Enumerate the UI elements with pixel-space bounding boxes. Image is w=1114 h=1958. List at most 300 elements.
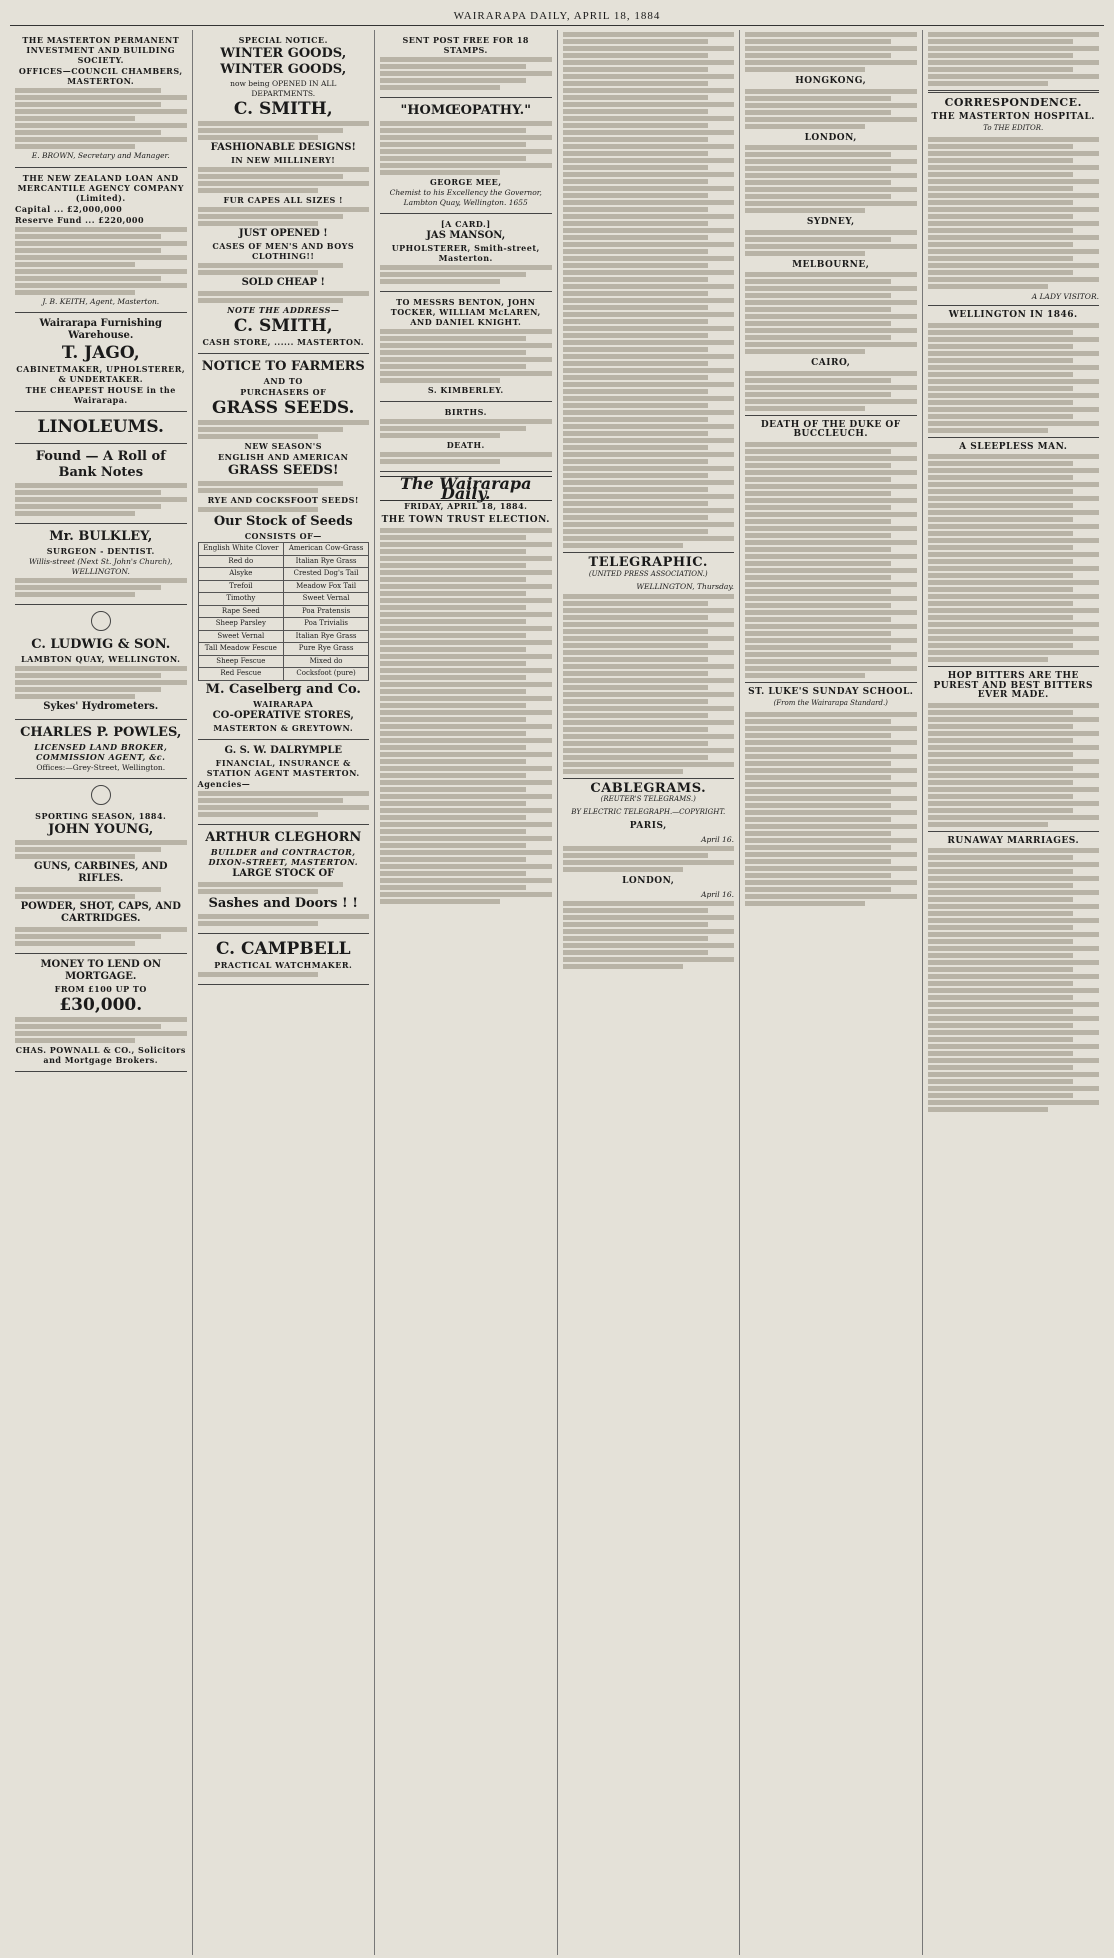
text-block (563, 622, 735, 627)
text-block (563, 347, 709, 352)
text-block (928, 643, 1074, 648)
text-block (928, 1037, 1074, 1042)
text-block (928, 815, 1100, 820)
text-block (928, 1016, 1100, 1021)
text-block (563, 417, 709, 422)
text-block (563, 46, 735, 51)
text-block (928, 918, 1100, 923)
text-block (928, 657, 1048, 662)
text-block (745, 470, 917, 475)
text-block (745, 754, 917, 759)
text-block (563, 650, 735, 655)
text-block (198, 174, 344, 179)
text-block (745, 817, 891, 822)
ad-campbell (198, 934, 370, 985)
text-block (380, 843, 526, 848)
text-block (563, 601, 709, 606)
text-block (563, 396, 735, 401)
paper-title: The Wairarapa Daily. (380, 476, 552, 501)
ad-address: Willis-street (Next St. John's Church), WELLINGTON. (28, 557, 173, 576)
text-block (563, 438, 735, 443)
ad-address: CASH STORE, ...... MASTERTON. (202, 337, 365, 347)
ad-rye: RYE AND COCKSFOOT SEEDS! (207, 495, 359, 505)
text-block (563, 410, 735, 415)
text-block (928, 330, 1074, 335)
text-block (563, 957, 735, 962)
text-block (563, 615, 709, 620)
text-block (928, 81, 1048, 86)
text-block (928, 1072, 1100, 1077)
text-block (15, 497, 187, 502)
text-block (928, 277, 1100, 282)
text-block (745, 740, 917, 745)
ad-title: THE NEW ZEALAND LOAN AND MERCANTILE AGENCY COMPANY (Limited). (17, 172, 184, 203)
column-6 (923, 30, 1105, 1955)
text-block (745, 477, 891, 482)
text-block (745, 272, 917, 277)
text-block (563, 536, 735, 541)
text-block (928, 228, 1074, 233)
article-sleepless-man (928, 443, 1100, 663)
text-block (928, 724, 1074, 729)
ad-coop: CO-OPERATIVE STORES, (212, 709, 354, 721)
text-block (928, 1023, 1074, 1028)
text-block (380, 710, 552, 715)
ad-guns: GUNS, CARBINES, AND RIFLES. (33, 860, 168, 884)
text-block (745, 385, 917, 390)
text-block (198, 488, 318, 493)
dateline-london: LONDON, (622, 876, 675, 886)
text-block (928, 344, 1074, 349)
text-block (15, 123, 187, 128)
text-block (563, 445, 709, 450)
text-block (563, 692, 735, 697)
ad-trade: FINANCIAL, INSURANCE & STATION AGENT MASTERTON. (206, 757, 360, 778)
text-block (380, 780, 552, 785)
text-block (745, 712, 917, 717)
ad-address: LAMBTON QUAY, WELLINGTON. (21, 653, 181, 664)
text-block (928, 393, 1100, 398)
text-block (563, 123, 709, 128)
text-block (928, 1009, 1074, 1014)
text-block (745, 392, 891, 397)
text-block (563, 741, 709, 746)
ad-c-smith (198, 30, 370, 354)
text-block (15, 88, 161, 93)
text-block (745, 335, 891, 340)
text-block (15, 241, 187, 246)
text-block (563, 901, 735, 906)
text-block (380, 433, 500, 438)
text-block (928, 932, 1100, 937)
seed-cell: Sweet Vernal (198, 630, 284, 643)
article-title: ST. LUKE'S SUNDAY SCHOOL. (748, 686, 914, 697)
text-block (380, 591, 526, 596)
text-block (745, 46, 917, 51)
text-block (380, 773, 526, 778)
text-block (380, 142, 526, 147)
text-block (563, 459, 709, 464)
text-block (745, 251, 865, 256)
text-block (563, 39, 709, 44)
text-block (198, 291, 370, 296)
ad-fashion: FASHIONABLE DESIGNS! (210, 142, 356, 153)
ad-sold: SOLD CHEAP ! (241, 277, 325, 288)
text-block (198, 481, 344, 486)
seed-cell: Trefoil (198, 580, 284, 593)
article-cablegrams (563, 780, 735, 970)
article-title: CORRESPONDENCE. (944, 96, 1082, 109)
text-block (380, 626, 552, 631)
text-block (745, 491, 891, 496)
ad-millinery: IN NEW MILLINERY! (231, 155, 336, 165)
text-block (380, 794, 552, 799)
text-block (563, 501, 709, 506)
ad-signature: GEORGE MEE, (429, 177, 502, 187)
text-block (15, 854, 135, 859)
text-block (928, 482, 1100, 487)
columns (10, 30, 1104, 1955)
text-block (563, 144, 735, 149)
text-block (563, 508, 735, 513)
ad-trade: SURGEON - DENTIST. (46, 546, 155, 556)
text-block (198, 298, 344, 303)
column-4 (558, 30, 741, 1955)
text-block (563, 242, 735, 247)
ad-linoleums (15, 412, 187, 444)
text-block (928, 925, 1074, 930)
seed-cell: Mixed do (284, 655, 369, 668)
article-title: DEATH OF THE DUKE OF BUCCLEUCH. (760, 419, 901, 439)
ad-name: T. JAGO, (61, 343, 140, 363)
text-block (563, 333, 709, 338)
text-block (928, 1044, 1100, 1049)
text-block (928, 911, 1074, 916)
text-block (380, 135, 552, 140)
ad-building-society (15, 30, 187, 168)
text-block (745, 505, 891, 510)
text-block (745, 775, 891, 780)
text-block (380, 612, 552, 617)
text-block (745, 307, 891, 312)
column-2 (193, 30, 376, 1955)
text-block (928, 745, 1100, 750)
text-block (380, 542, 552, 547)
text-block (380, 459, 500, 464)
text-block (928, 489, 1074, 494)
ad-name: JOHN YOUNG, (48, 821, 154, 837)
article-title: CABLEGRAMS. (590, 780, 707, 796)
ad-and: AND TO (263, 376, 303, 386)
text-block (928, 974, 1100, 979)
text-block (928, 594, 1100, 599)
text-block (745, 789, 891, 794)
seed-row (198, 605, 369, 618)
text-block (928, 967, 1074, 972)
text-block (928, 137, 1100, 142)
seed-cell: Red do (198, 555, 284, 568)
text-block (928, 468, 1100, 473)
text-block (928, 946, 1100, 951)
article-signature: A LADY VISITOR. (1031, 291, 1099, 301)
text-block (745, 761, 891, 766)
ad-trade: BUILDER and CONTRACTOR, DIXON-STREET, MASTERTON. (208, 846, 358, 867)
text-block (15, 687, 161, 692)
text-block (928, 1058, 1100, 1063)
text-block (563, 193, 709, 198)
dateline-london: LONDON, (804, 132, 857, 143)
seed-row (198, 568, 369, 581)
text-block (563, 424, 735, 429)
text-block (745, 406, 865, 411)
text-block (928, 379, 1100, 384)
text-block (928, 200, 1074, 205)
text-block (745, 540, 917, 545)
text-block (928, 221, 1100, 226)
dateline-melbourne: MELBOURNE, (792, 259, 870, 270)
text-block (745, 371, 917, 376)
text-block (15, 673, 161, 678)
text-block (380, 163, 552, 168)
ad-office: OFFICES—COUNCIL CHAMBERS, MASTERTON. (18, 66, 183, 86)
seed-cell: English White Clover (198, 543, 284, 556)
text-block (928, 284, 1048, 289)
text-block (928, 1100, 1100, 1105)
ad-name: G. S. W. DALRYMPLE (224, 744, 342, 756)
text-block (928, 981, 1074, 986)
text-block (928, 608, 1100, 613)
text-block (745, 449, 891, 454)
text-block (198, 263, 344, 268)
text-block (15, 1038, 135, 1043)
text-block (380, 619, 526, 624)
text-block (380, 64, 526, 69)
article-title: TELEGRAPHIC. (588, 555, 708, 570)
text-block (928, 179, 1100, 184)
text-block (380, 378, 500, 383)
text-block (745, 237, 891, 242)
text-block (563, 270, 735, 275)
text-block (380, 549, 526, 554)
seed-cell: Poa Pratensis (284, 605, 369, 618)
text-block (745, 824, 917, 829)
text-block (745, 652, 917, 657)
article-sub: (REUTER'S TELEGRAMS.) (600, 795, 696, 803)
text-block (380, 689, 526, 694)
ad-title: THE MASTERTON PERMANENT INVESTMENT AND BUILDING SOCIETY. (22, 35, 180, 65)
text-block (928, 939, 1074, 944)
text-block (745, 873, 891, 878)
text-block (380, 661, 526, 666)
text-block (928, 365, 1100, 370)
text-block (380, 128, 526, 133)
text-block (380, 864, 552, 869)
text-block (928, 766, 1074, 771)
text-block (198, 214, 344, 219)
ad-sashes: Sashes and Doors ! ! (208, 895, 358, 911)
ad-signature: S. KIMBERLEY. (427, 385, 504, 395)
ad-found-notes (15, 444, 187, 524)
text-block (745, 159, 917, 164)
text-block (928, 531, 1074, 536)
ad-name: C. CAMPBELL (215, 938, 351, 959)
text-block (563, 291, 709, 296)
ad-cleghorn (198, 825, 370, 934)
text-block (380, 85, 500, 90)
article-telegraphic (563, 555, 735, 774)
text-block (928, 461, 1074, 466)
ad-title: NOTICE TO FARMERS (201, 359, 365, 374)
text-block (928, 1030, 1100, 1035)
text-block (745, 554, 917, 559)
text-block (745, 180, 891, 185)
seed-cell: Rape Seed (198, 605, 284, 618)
article-st-lukes (745, 688, 917, 906)
text-block (15, 592, 135, 597)
text-block (563, 643, 709, 648)
ad-powder: POWDER, SHOT, CAPS, AND CARTRIDGES. (20, 900, 181, 924)
text-block (745, 67, 865, 72)
text-block (380, 829, 526, 834)
ad-purchasers: PURCHASERS OF (240, 387, 327, 397)
text-block (198, 972, 318, 977)
article-town-trust (380, 516, 552, 904)
ad-large: LARGE STOCK OF (232, 867, 335, 879)
text-block (15, 887, 161, 892)
ad-head: WINTER GOODS, WINTER GOODS, (220, 46, 347, 77)
text-block (15, 283, 187, 288)
text-block (928, 780, 1074, 785)
text-block (15, 227, 187, 232)
ad-title: LINOLEUMS. (37, 417, 164, 437)
ad-coop-address: MASTERTON & GREYTOWN. (213, 722, 354, 733)
text-block (198, 188, 318, 193)
seed-cell: Red Fescue (198, 668, 284, 681)
text-block (745, 617, 891, 622)
text-block (928, 428, 1048, 433)
ad-head: [A CARD.] (440, 219, 491, 229)
text-block (745, 901, 865, 906)
article-title: A SLEEPLESS MAN. (959, 441, 1068, 452)
text-block (928, 566, 1100, 571)
text-block (15, 1017, 187, 1022)
ad-reserve: Reserve Fund ... £220,000 (15, 214, 145, 225)
article-dateline: WELLINGTON, Thursday. (636, 582, 734, 591)
text-block (15, 666, 187, 671)
text-block (928, 897, 1074, 902)
text-block (563, 636, 735, 641)
text-block (745, 110, 891, 115)
column-1 (10, 30, 193, 1955)
ad-opened: JUST OPENED ! (238, 228, 328, 239)
text-block (15, 840, 187, 845)
text-block (198, 914, 370, 919)
text-block (745, 666, 917, 671)
text-block (928, 372, 1074, 377)
text-block (928, 407, 1100, 412)
text-block (928, 421, 1100, 426)
text-block (928, 822, 1048, 827)
seed-row (198, 630, 369, 643)
text-block (380, 598, 552, 603)
text-block (928, 904, 1100, 909)
text-block (15, 234, 161, 239)
text-block (563, 158, 735, 163)
text-block (745, 803, 891, 808)
text-block (928, 74, 1100, 79)
text-block (563, 200, 735, 205)
paper-masthead (380, 476, 552, 511)
text-block (380, 426, 526, 431)
ad-amount: £30,000. (59, 994, 143, 1015)
ad-address: Offices:—Grey-Street, Wellington. (36, 762, 166, 772)
text-block (928, 883, 1074, 888)
text-block (563, 685, 709, 690)
text-block (198, 427, 344, 432)
text-block (563, 382, 735, 387)
divider (928, 305, 1100, 306)
text-block (563, 915, 735, 920)
text-block (928, 738, 1074, 743)
ad-nz-loan-company (15, 168, 187, 314)
ad-english: ENGLISH AND AMERICAN (218, 452, 349, 462)
text-block (928, 794, 1074, 799)
seed-cell: Pure Rye Grass (284, 643, 369, 656)
emblem-icon (91, 611, 111, 631)
text-block (15, 262, 135, 267)
text-block (563, 629, 709, 634)
divider (563, 778, 735, 779)
text-block (745, 230, 917, 235)
text-block (563, 305, 709, 310)
paper-date: FRIDAY, APRIL 18, 1884. (404, 501, 528, 511)
seed-cell: Sweet Vernal (284, 593, 369, 606)
seed-cell: Cocksfoot (pure) (284, 668, 369, 681)
text-block (563, 67, 709, 72)
seed-cell: Crested Dog's Tail (284, 568, 369, 581)
text-block (745, 831, 891, 836)
text-block (563, 298, 735, 303)
text-block (745, 610, 917, 615)
text-block (928, 848, 1100, 853)
text-block (380, 815, 526, 820)
text-block (928, 787, 1100, 792)
text-block (563, 277, 709, 282)
text-block (563, 74, 735, 79)
text-block (15, 483, 187, 488)
text-block (745, 782, 917, 787)
text-block (563, 284, 735, 289)
text-block (563, 312, 735, 317)
text-block (563, 389, 709, 394)
text-block (563, 929, 735, 934)
text-block (15, 248, 161, 253)
text-block (563, 179, 709, 184)
text-block (745, 838, 917, 843)
dateline-sydney: SYDNEY, (806, 217, 855, 227)
text-block (745, 533, 891, 538)
column-3 (375, 30, 558, 1955)
text-block (380, 121, 552, 126)
text-block (563, 452, 735, 457)
text-block (745, 726, 917, 731)
text-block (745, 321, 891, 326)
ad-apology (380, 292, 552, 402)
seed-row (198, 555, 369, 568)
text-block (745, 32, 917, 37)
ad-season: NEW SEASON'S (244, 441, 323, 451)
text-block (380, 850, 552, 855)
